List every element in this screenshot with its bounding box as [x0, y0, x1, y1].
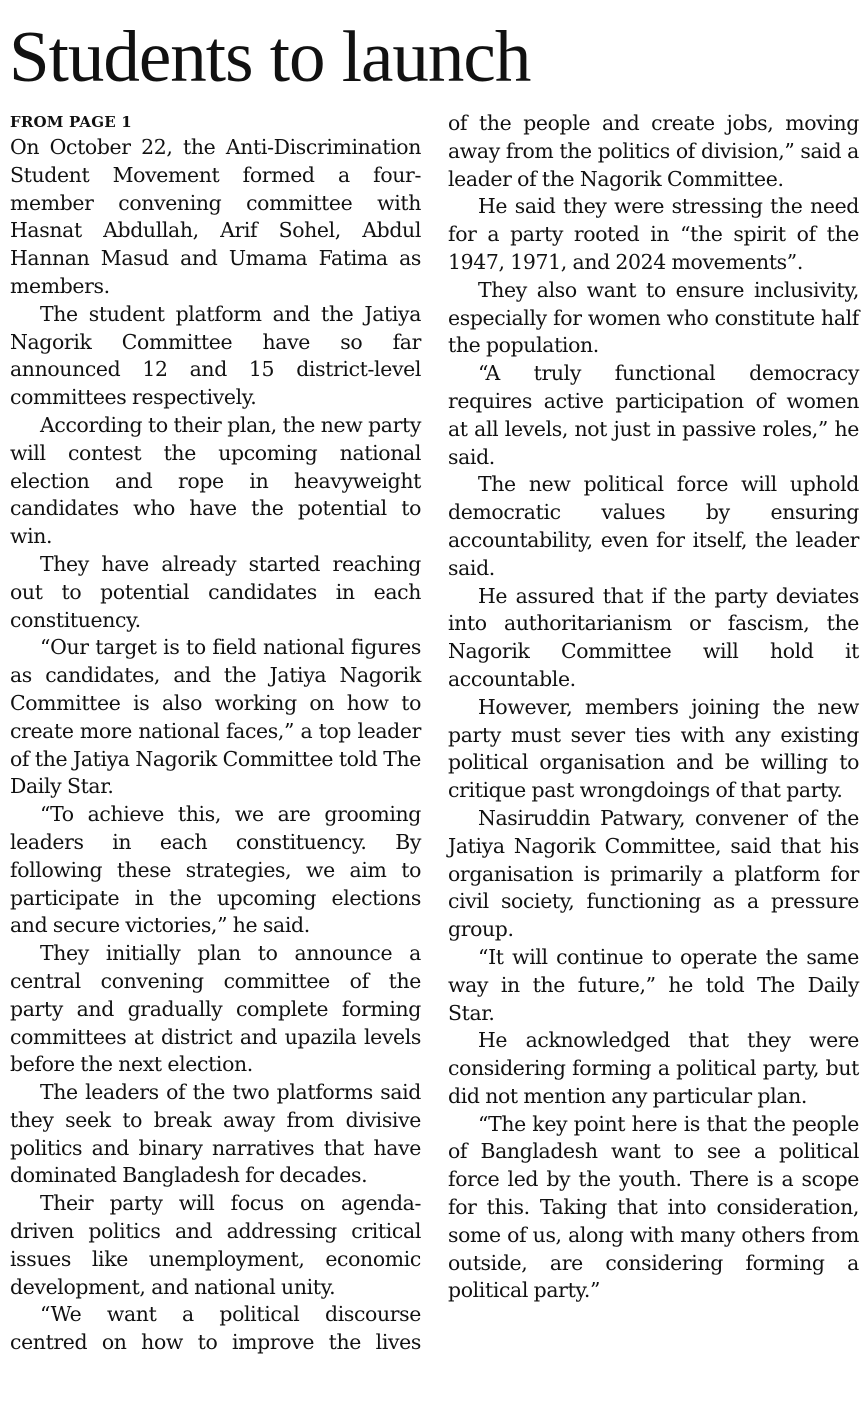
paragraph: “We want a political discourse centred on how to improve the lives [10, 1302, 421, 1355]
paragraph: “To achieve this, we are grooming leaders in each constituency. By following these strategies, we aim to participate in the upcoming elections and secure victories,” he said. [10, 802, 421, 938]
paragraph: According to their plan, the new party will contest the upcoming national election and rope in heavyweight candidates who have the potential to win. [10, 412, 421, 549]
paragraph: He assured that if the party deviates into authoritarianism or fascism, the Nagorik Committee will hold it accountable. [448, 583, 859, 691]
paragraph: “A truly functional democracy requires active participation of women at all levels, not just in passive roles,” he said. [448, 361, 859, 469]
paragraph: Nasiruddin Patwary, convener of the Jatiya Nagorik Committee, said that his organisation is primarily a platform for civil society, functioning as a pressure group. [448, 805, 859, 942]
paragraph: of the people and create jobs, moving away from the politics of division,” said a leader of the Nagorik Committee. [448, 111, 859, 191]
paragraph: He said they were stressing the need for a party rooted in “the spirit of the 1947, 1971, and 2024 movements”. [448, 194, 859, 274]
paragraph: “Our target is to field national figures as candidates, and the Jatiya Nagorik Committee is also working on how to create more national faces,” a top leader of the Jatiya Nagorik Committee told The Daily Star. [10, 635, 421, 799]
paragraph: “The key point here is that the people of Bangladesh want to see a political force led by the youth. There is a scope for this. Taking that into consideration, some of us, along with many others from outside, are considering forming a political party.” [448, 1111, 859, 1303]
paragraph: They also want to ensure inclusivity, especially for women who constitute half the population. [448, 277, 859, 358]
article-column-right [448, 110, 859, 1305]
kicker-from-page: FROM PAGE 1 [10, 113, 132, 131]
paragraph: The new political force will uphold democratic values by ensuring accountability, even for itself, the leader said. [448, 472, 859, 580]
paragraph: On October 22, the Anti-Discrimination Student Movement formed a four-member convening committee with Hasnat Abdullah, Arif Sohel, Abdul Hannan Masud and Umama Fatima as members. [10, 135, 421, 298]
paragraph: They have already started reaching out to potential candidates in each constituency. [10, 551, 421, 632]
paragraph: They initially plan to announce a central convening committee of the party and gradually complete forming committees at district and upazila levels before the next election. [10, 941, 421, 1077]
paragraph: He acknowledged that they were considering forming a political party, but did not mention any particular plan. [448, 1028, 859, 1108]
paragraph: However, members joining the new party must sever ties with any existing political organisation and be willing to critique past wrongdoings of that party. [448, 694, 859, 803]
paragraph: Their party will focus on agenda-driven politics and addressing critical issues like unemployment, economic development, and national unity. [10, 1191, 421, 1299]
paragraph: “It will continue to operate the same way in the future,” he told The Daily Star. [448, 944, 859, 1025]
article-column-left [10, 110, 421, 1357]
paragraph: The student platform and the Jatiya Nagorik Committee have so far announced 12 and 15 district-level committees respectively. [10, 301, 421, 410]
paragraph: The leaders of the two platforms said they seek to break away from divisive politics and binary narratives that have dominated Bangladesh for decades. [10, 1080, 421, 1188]
headline: Students to launch [9, 16, 531, 97]
